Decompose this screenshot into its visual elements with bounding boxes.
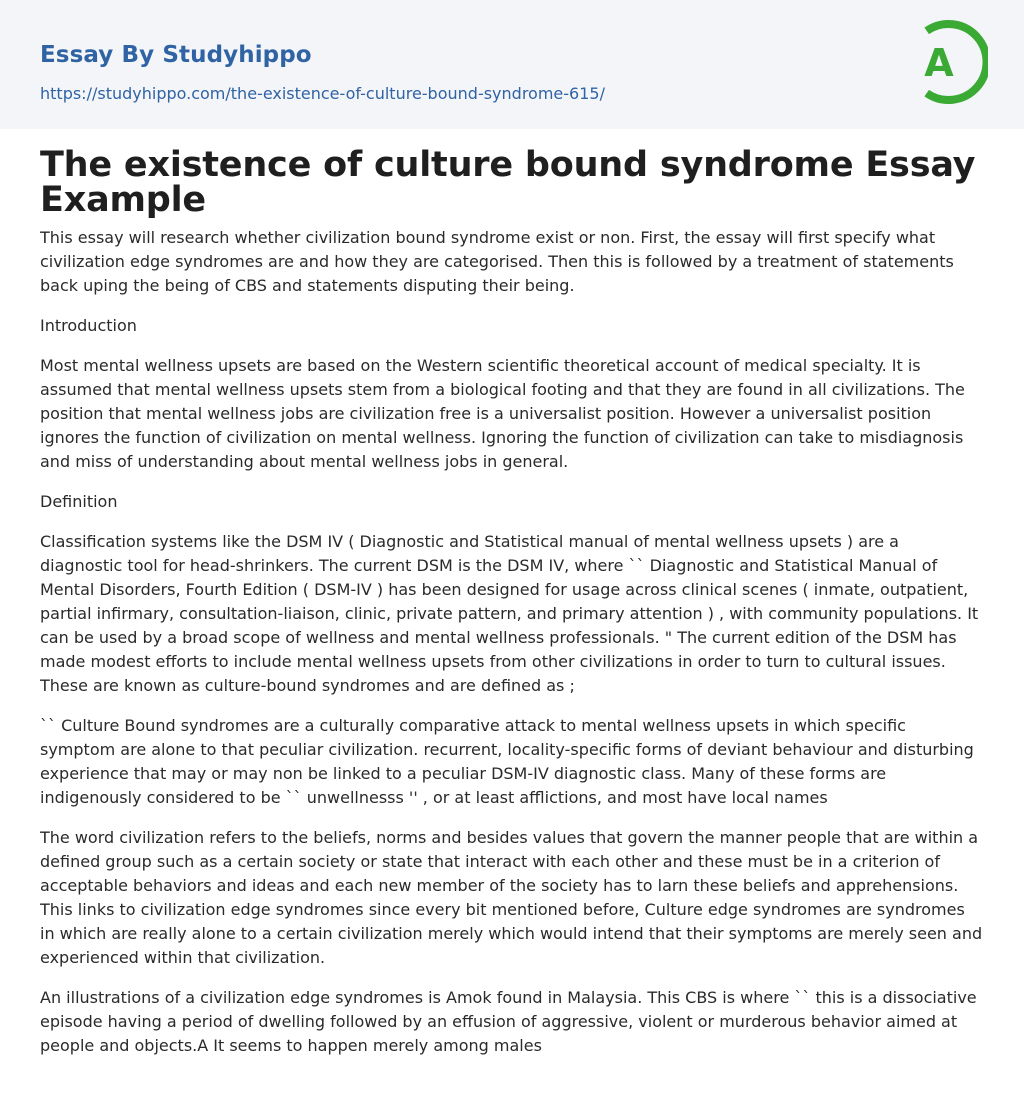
article-title: The existence of culture bound syndrome Essay Example [40,145,976,220]
section-heading-definition: Definition [40,492,118,511]
paragraph: Classification systems like the DSM IV ( Diagnostic and Statistical manual of mental wellness upsets ) are a diagnostic tool for head-shrinkers. The current DSM is the DSM IV, where `` Diagnostic and Statistical Manual of Mental Disorders, Fourth Edition ( DSM-IV ) has been designed for usage across clinical scenes ( inmate, outpatient, partial infirmary, consultation-liaison, clinic, private pattern, and primary attention ) , with community populations. It can be used by a broad scope of wellness and mental wellness professionals. " The current edition of the DSM has made modest efforts to include mental wellness upsets from other civilizations in order to turn to cultural issues. These are known as culture-bound syndromes and are defined as ; [40,532,979,695]
section-heading-introduction: Introduction [40,316,137,335]
paragraph-intro: This essay will research whether civilization bound syndrome exist or non. First, the essay will first specify what civilization edge syndromes are and how they are categorised. Then this is followed by a treatment of statements back uping the being of CBS and statements disputing their being. [40,228,954,295]
paragraph: An illustrations of a civilization edge syndromes is Amok found in Malaysia. This CBS is where `` this is a dissociative episode having a period of dwelling followed by an effusion of aggressive, violent or murderous behavior aimed at people and objects.A It seems to happen merely among males [40,988,977,1055]
paragraph: Most mental wellness upsets are based on the Western scientific theoretical account of medical specialty. It is assumed that mental wellness upsets stem from a biological footing and that they are found in all civilizations. The position that mental wellness jobs are civilization free is a universalist position. However a universalist position ignores the function of civilization on mental wellness. Ignoring the function of civilization can take to misdiagnosis and miss of understanding about mental wellness jobs in general. [40,356,965,471]
source-url-link[interactable]: https://studyhippo.com/the-existence-of-culture-bound-syndrome-615/ [40,84,605,103]
site-header [0,0,1024,129]
article [0,129,1024,1058]
logo-letter: A [924,41,954,85]
studyhippo-logo-icon[interactable] [910,18,988,106]
paragraph: The word civilization refers to the beliefs, norms and besides values that govern the manner people that are within a defined group such as a certain society or state that interact with each other and these must be in a criterion of acceptable behaviors and ideas and each new member of the society has to larn these beliefs and apprehensions. This links to civilization edge syndromes since every bit mentioned before, Culture edge syndromes are syndromes in which are really alone to a certain civilization merely which would intend that their symptoms are merely seen and experienced within that civilization. [40,828,983,967]
site-brand[interactable]: Essay By Studyhippo [40,42,312,68]
paragraph: `` Culture Bound syndromes are a culturally comparative attack to mental wellness upsets in which specific symptom are alone to that peculiar civilization. recurrent, locality-specific forms of deviant behaviour and disturbing experience that may or may non be linked to a peculiar DSM-IV diagnostic class. Many of these forms are indigenously considered to be `` unwellnesss '' , or at least afflictions, and most have local names [40,716,974,807]
